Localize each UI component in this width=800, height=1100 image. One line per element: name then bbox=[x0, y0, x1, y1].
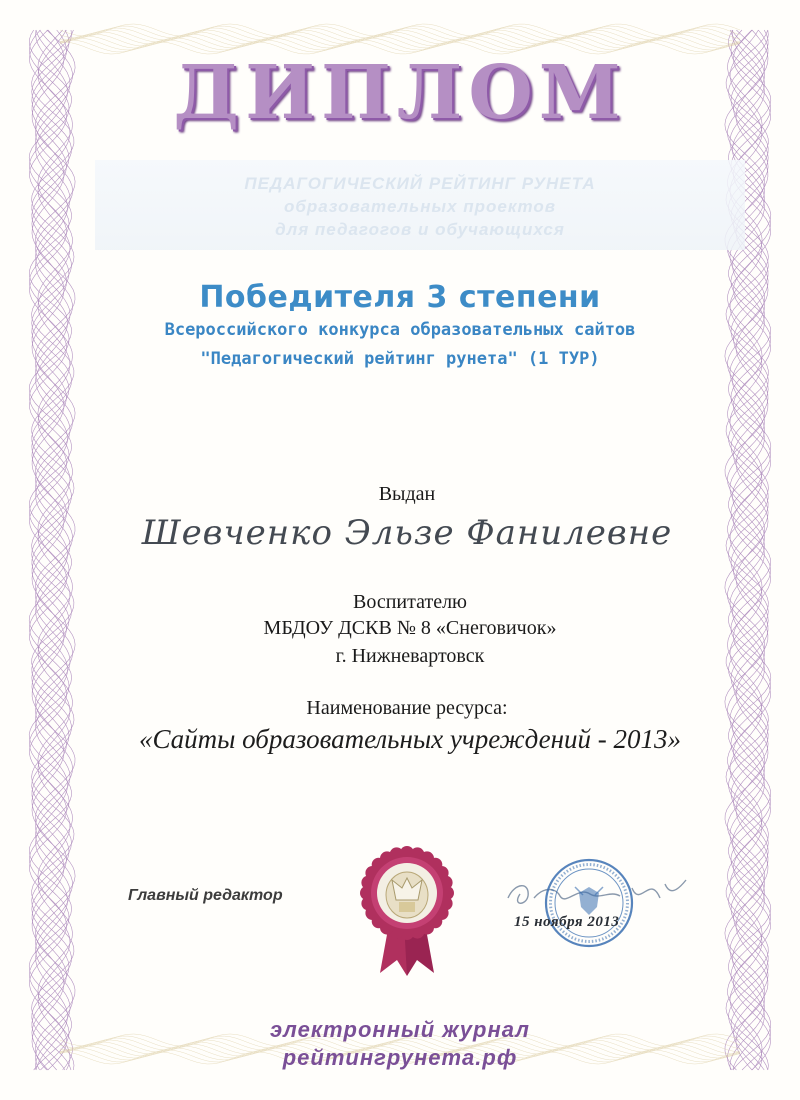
contest-line-2: "Педагогический рейтинг рунета" (1 ТУР) bbox=[200, 349, 600, 369]
banner-line-2: образовательных проектов bbox=[283, 197, 557, 216]
banner-line-3: для педагогов и обучающихся bbox=[275, 220, 565, 239]
issued-label: Выдан bbox=[378, 483, 436, 505]
signature-date: 15 ноября 2013 bbox=[514, 914, 620, 930]
recipient-role: Воспитателю bbox=[352, 591, 467, 613]
resource-value: «Сайты образовательных учреждений - 2013» bbox=[138, 724, 682, 754]
recipient-organization: МБДОУ ДСКВ № 8 «Снеговичок» bbox=[263, 617, 557, 639]
recipient-city: г. Нижневартовск bbox=[335, 645, 485, 667]
recipient-name: Шевченко Эльзе Фанилевне bbox=[141, 513, 673, 553]
footer-journal-label: электронный журнал bbox=[270, 1017, 530, 1042]
editor-label: Главный редактор bbox=[128, 887, 283, 904]
banner-line-1: ПЕДАГОГИЧЕСКИЙ РЕЙТИНГ РУНЕТА bbox=[244, 174, 596, 193]
diploma-title: ДИПЛОМ bbox=[173, 50, 627, 136]
resource-label: Наименование ресурса: bbox=[306, 697, 508, 719]
footer-website: рейтингрунета.рф bbox=[282, 1045, 518, 1070]
stamp-icon bbox=[543, 857, 635, 949]
rosette-seal-icon bbox=[352, 838, 462, 978]
award-heading: Победителя 3 степени bbox=[199, 280, 601, 315]
contest-line-1: Всероссийского конкурса образовательных сайтов bbox=[164, 320, 636, 340]
